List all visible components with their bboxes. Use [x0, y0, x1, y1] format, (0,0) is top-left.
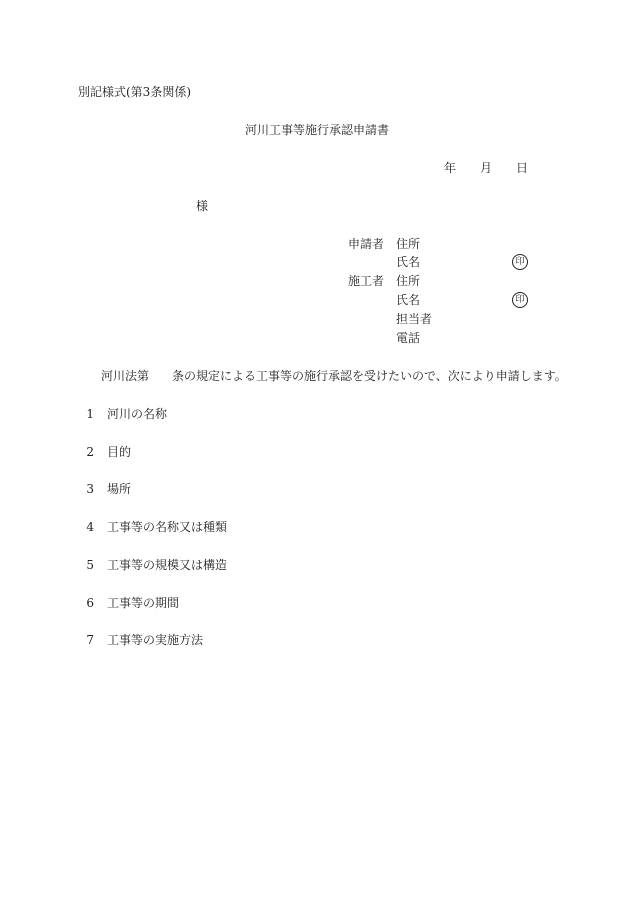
applicant-role-label: 申請者 — [348, 237, 385, 251]
item-number: 4 — [86, 520, 94, 534]
applicant-name-label: 氏名 — [396, 255, 421, 269]
form-reference: 別記様式(第3条関係) — [78, 85, 191, 99]
contractor-phone-label: 電話 — [396, 331, 421, 345]
item-number: 5 — [86, 558, 94, 572]
item-label: 場所 — [107, 482, 132, 496]
date-year-label: 年 — [444, 161, 457, 175]
item-label: 目的 — [107, 445, 132, 459]
item-number: 3 — [86, 482, 94, 496]
applicant-seal-mark: 印 — [512, 254, 528, 270]
statement-prefix: 河川法第 — [101, 369, 150, 383]
item-number: 1 — [86, 407, 94, 421]
item-label: 工事等の実施方法 — [107, 633, 204, 647]
contractor-role-label: 施工者 — [348, 274, 385, 288]
item-number: 2 — [86, 445, 94, 459]
document-title: 河川工事等施行承認申請書 — [245, 123, 390, 137]
item-number: 7 — [86, 633, 94, 647]
contractor-seal-mark: 印 — [512, 292, 528, 308]
contractor-person-in-charge-label: 担当者 — [396, 312, 433, 326]
item-label: 工事等の規模又は構造 — [107, 558, 228, 572]
item-label: 工事等の期間 — [107, 596, 180, 610]
item-number: 6 — [86, 596, 94, 610]
item-label: 工事等の名称又は種類 — [107, 520, 228, 534]
date-day-label: 日 — [516, 161, 529, 175]
date-month-label: 月 — [480, 161, 493, 175]
contractor-address-label: 住所 — [396, 274, 421, 288]
addressee-suffix: 様 — [196, 199, 209, 213]
contractor-name-label: 氏名 — [396, 293, 421, 307]
item-label: 河川の名称 — [107, 407, 168, 421]
applicant-address-label: 住所 — [396, 237, 421, 251]
statement-suffix: 条の規定による工事等の施行承認を受けたいので、次により申請します。 — [172, 369, 567, 383]
